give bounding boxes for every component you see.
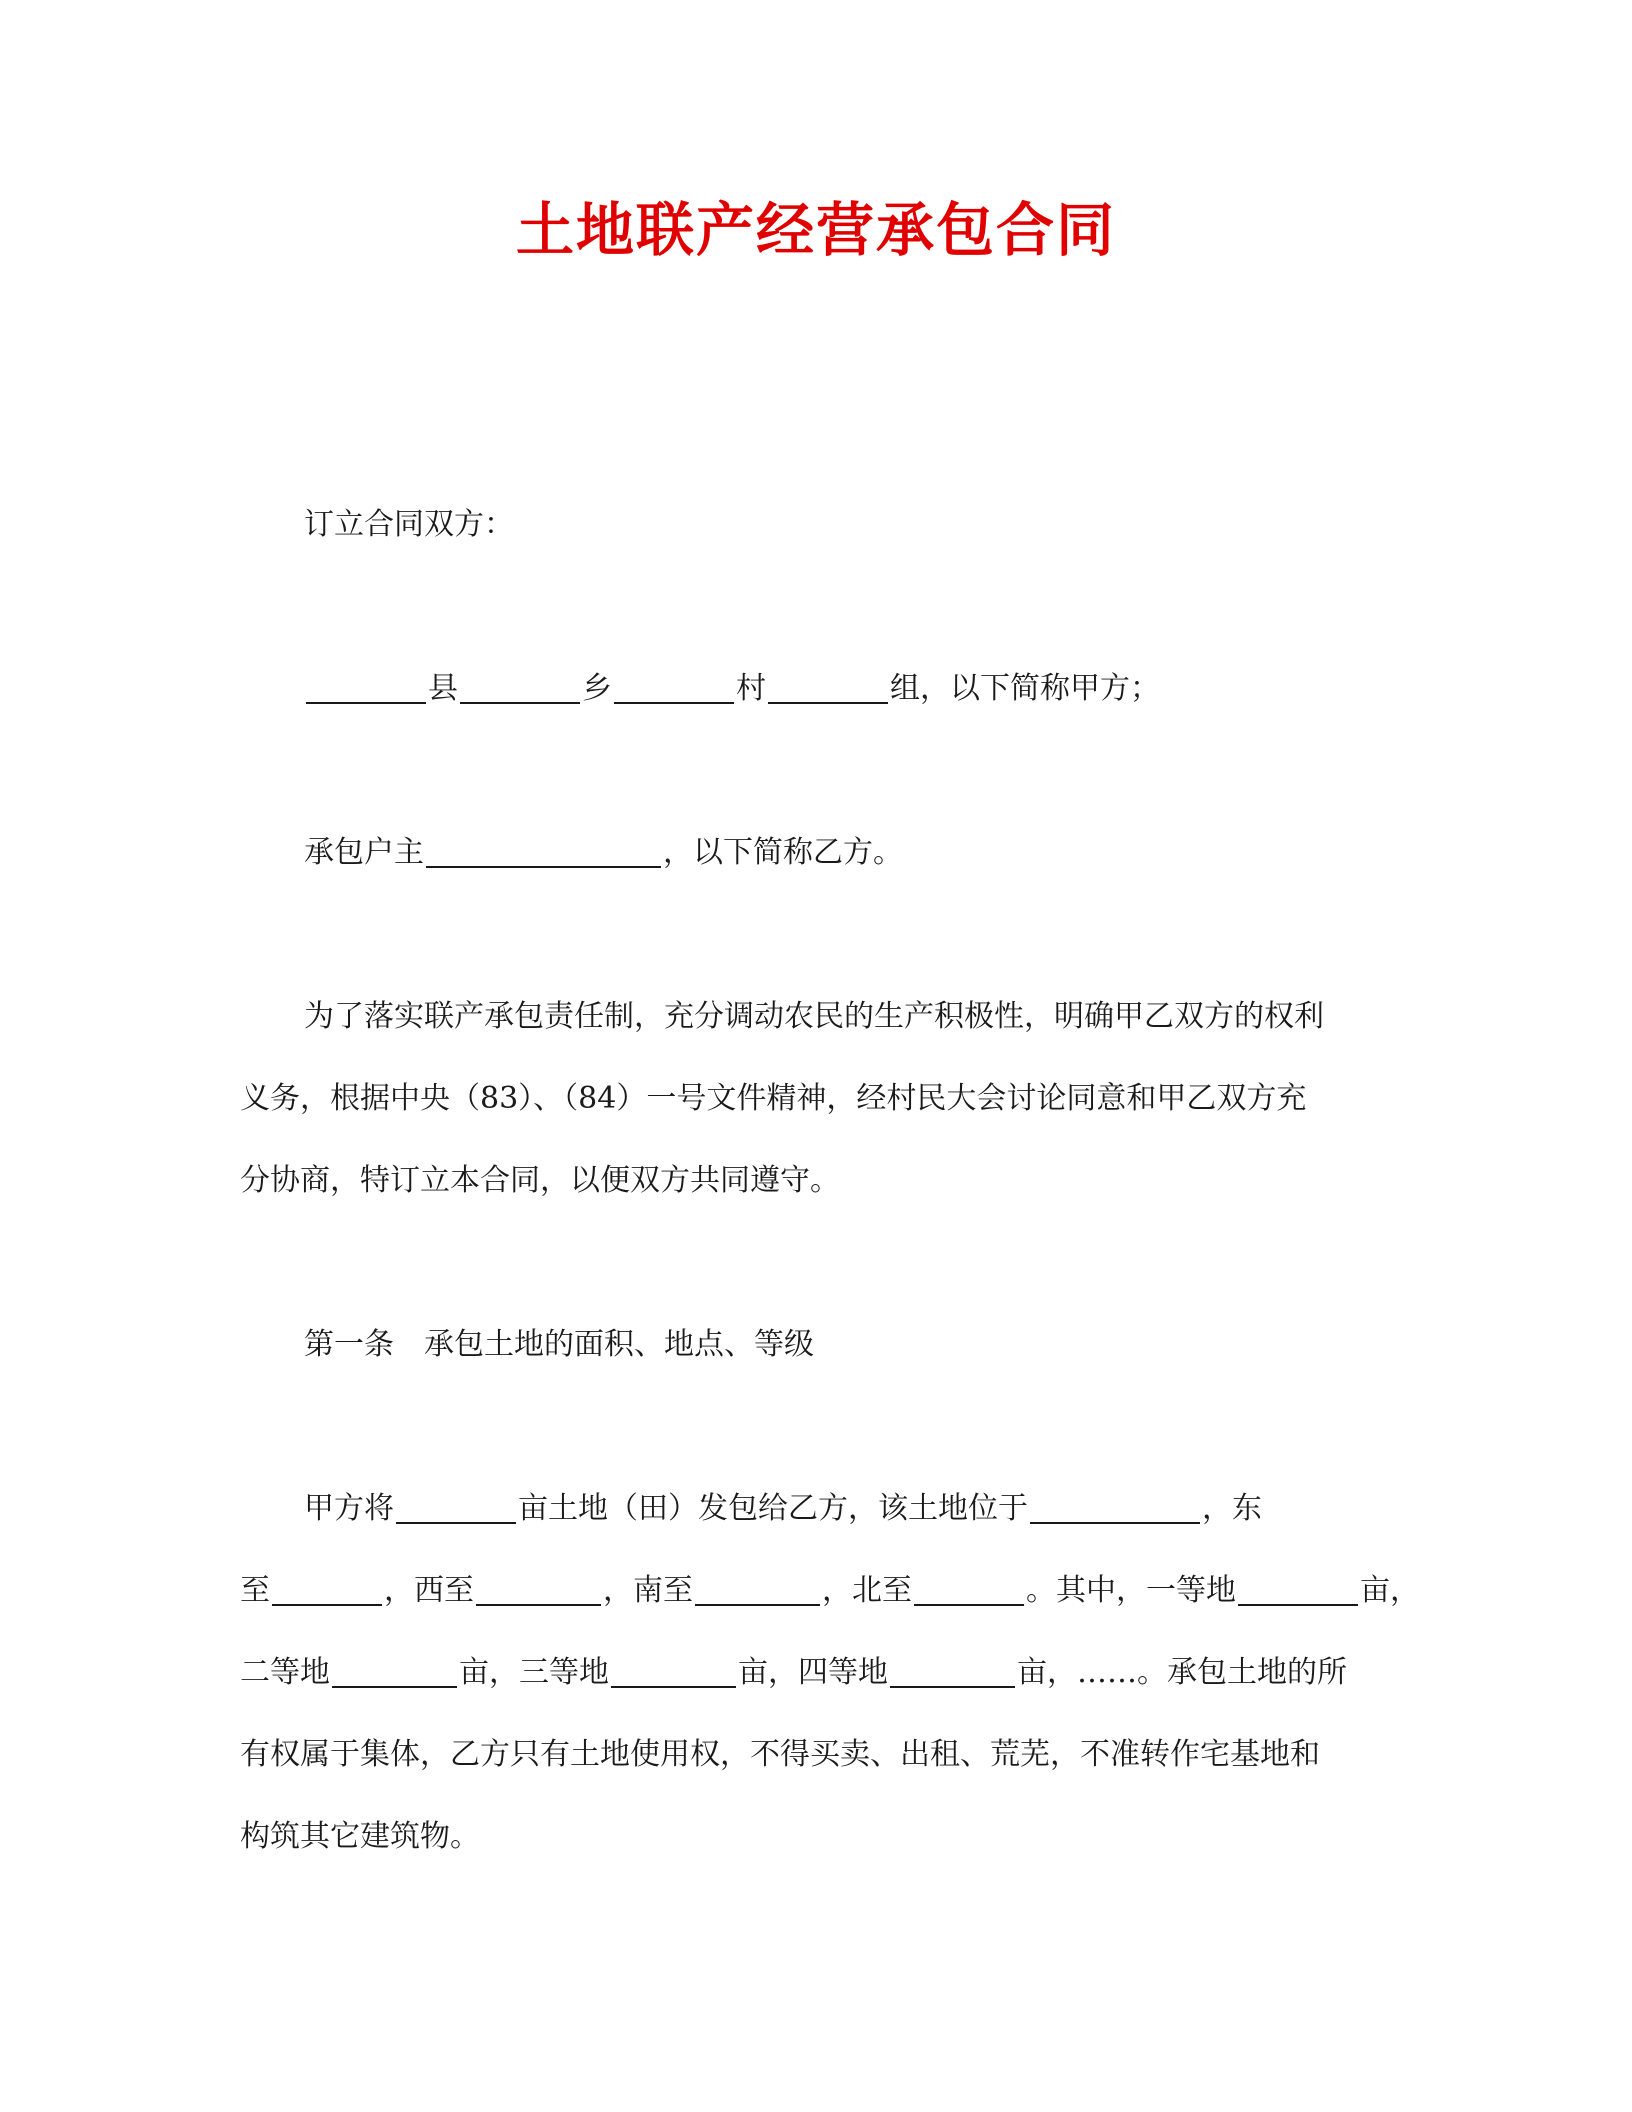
grade-3-blank <box>611 1656 736 1688</box>
party-b-prefix: 承包户主 <box>304 835 424 870</box>
document-title: 土地联产经营承包合同 <box>515 196 1116 264</box>
a1-l1-c: ，东 <box>1202 1491 1262 1526</box>
grade-4-blank <box>890 1656 1015 1688</box>
south-blank <box>695 1574 820 1606</box>
preamble-line-1: 为了落实联产承包责任制，充分调动农民的生产积极性，明确甲乙双方的权利 <box>304 999 1324 1034</box>
grade-1-blank <box>1238 1574 1358 1606</box>
parties-heading-text: 订立合同双方： <box>304 507 514 542</box>
township-label: 乡 <box>582 671 612 706</box>
a1-l3-a: 二等地 <box>240 1655 330 1690</box>
article-1-line-3 <box>240 1632 1400 1714</box>
a1-l1-b: 亩土地（田）发包给乙方，该土地位于 <box>518 1491 1028 1526</box>
party-b-suffix: ，以下简称乙方。 <box>663 835 903 870</box>
article-1-line-4: 有权属于集体，乙方只有土地使用权，不得买卖、出租、荒芜，不准转作宅基地和 <box>240 1737 1320 1772</box>
a1-l2-d: ，北至 <box>822 1573 912 1608</box>
grade-2-blank <box>332 1656 457 1688</box>
article-1-line-1 <box>240 1468 1400 1550</box>
preamble-line-3: 分协商，特订立本合同，以便双方共同遵守。 <box>240 1163 840 1198</box>
a1-l2-b: ，西至 <box>384 1573 474 1608</box>
article-1-line-2 <box>240 1550 1420 1632</box>
article-1-line-5: 构筑其它建筑物。 <box>240 1819 480 1854</box>
a1-l2-e: 。其中，一等地 <box>1026 1573 1236 1608</box>
village-label: 村 <box>736 671 766 706</box>
parties-heading <box>240 484 1400 566</box>
group-blank <box>768 672 888 704</box>
county-label: 县 <box>428 671 458 706</box>
article-1-heading <box>240 1304 1400 1386</box>
county-blank <box>306 672 426 704</box>
a1-l1-a: 甲方将 <box>304 1491 394 1526</box>
preamble-line-2: 义务，根据中央（83）、（84）一号文件精神，经村民大会讨论同意和甲乙双方充 <box>240 1081 1307 1116</box>
east-blank <box>272 1574 382 1606</box>
location-blank <box>1030 1492 1200 1524</box>
party-a-line <box>240 648 1400 730</box>
village-blank <box>614 672 734 704</box>
a1-l3-b: 亩，三等地 <box>459 1655 609 1690</box>
a1-l3-d: 亩，……。承包土地的所 <box>1017 1655 1347 1690</box>
article-1-heading-text: 第一条 承包土地的面积、地点、等级 <box>304 1327 814 1362</box>
a1-l2-c: ，南至 <box>603 1573 693 1608</box>
north-blank <box>914 1574 1024 1606</box>
west-blank <box>476 1574 601 1606</box>
a1-l2-f: 亩， <box>1360 1573 1420 1608</box>
preamble-paragraph <box>240 976 1400 1222</box>
household-head-blank <box>426 836 661 868</box>
party-b-line <box>240 812 1400 894</box>
area-blank <box>396 1492 516 1524</box>
township-blank <box>460 672 580 704</box>
article-1-body <box>240 1468 1420 1878</box>
group-label: 组，以下简称甲方； <box>890 671 1160 706</box>
a1-l2-a: 至 <box>240 1573 270 1608</box>
a1-l3-c: 亩，四等地 <box>738 1655 888 1690</box>
